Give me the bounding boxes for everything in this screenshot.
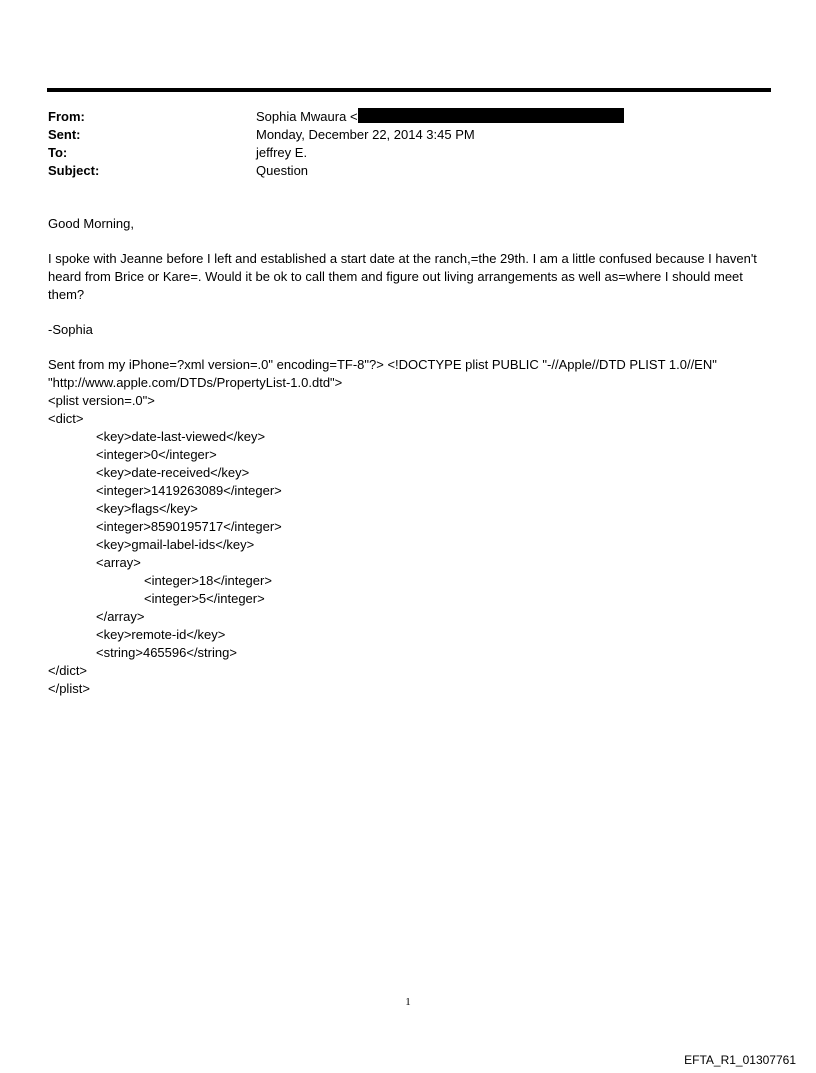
xml-line: <key>remote-id</key> (96, 627, 226, 642)
sent-row (48, 126, 768, 144)
xml-line: <key>date-received</key> (96, 465, 250, 480)
xml-line: <integer>18</integer> (144, 573, 272, 588)
xml-line: </array> (96, 609, 145, 624)
to-row (48, 144, 768, 162)
xml-line: <key>flags</key> (96, 501, 198, 516)
subject-value: Question (256, 163, 309, 178)
from-label: From: (48, 109, 85, 124)
xml-line: <string>465596</string> (96, 645, 237, 660)
redaction-box (358, 108, 624, 123)
xml-line: <array> (96, 555, 141, 570)
xml-line: <plist version=.0"> (48, 393, 155, 408)
subject-row (48, 162, 768, 180)
dtd-line: "http://www.apple.com/DTDs/PropertyList-1.0.dtd"> (48, 375, 343, 390)
xml-line: <key>gmail-label-ids</key> (96, 537, 255, 552)
email-header (48, 108, 768, 180)
xml-line: <integer>1419263089</integer> (96, 483, 282, 498)
xml-line: <integer>0</integer> (96, 447, 217, 462)
xml-line: <integer>5</integer> (144, 591, 265, 606)
header-rule (47, 88, 771, 92)
to-value: jeffrey E. (256, 145, 308, 160)
plist-block (48, 356, 758, 698)
xml-line: </dict> (48, 663, 88, 678)
from-row (48, 108, 768, 126)
greeting: Good Morning, (48, 216, 134, 231)
signature: -Sophia (48, 322, 93, 337)
document-id: EFTA_R1_01307761 (684, 1053, 796, 1067)
xml-line: </plist> (48, 681, 90, 696)
subject-label: Subject: (48, 163, 100, 178)
xml-line: <dict> (48, 411, 84, 426)
from-name: Sophia Mwaura < (256, 109, 358, 124)
from-value (256, 108, 624, 126)
email-body (48, 215, 758, 698)
sent-label: Sent: (48, 127, 81, 142)
sent-value: Monday, December 22, 2014 3:45 PM (256, 127, 475, 142)
xml-line: <integer>8590195717</integer> (96, 519, 282, 534)
page-number: 1 (405, 996, 411, 1008)
sent-from-line: Sent from my iPhone=?xml version=.0" encoding=TF-8"?> <!DOCTYPE plist PUBLIC "-//Apple//DTD PLIST 1.0//EN" (48, 357, 717, 372)
to-label: To: (48, 145, 68, 160)
xml-line: <key>date-last-viewed</key> (96, 429, 266, 444)
message-paragraph: I spoke with Jeanne before I left and established a start date at the ranch,=the 29th. I am a little confused because I haven't heard from Brice or Kare=. Would it be ok to call them and figure out living arrangements as well as=where I should meet them? (48, 251, 757, 302)
